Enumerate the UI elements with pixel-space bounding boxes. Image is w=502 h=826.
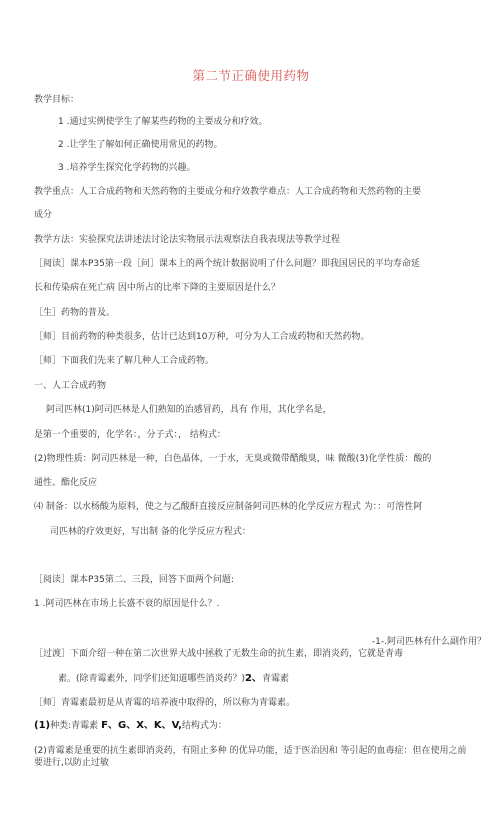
key-points-line: 成分: [34, 210, 53, 220]
key-points-line: 教学重点：人工合成药物和天然药物的主要成分和疗效教学难点：人工合成药物和天然药物的主要: [34, 187, 422, 197]
subsection-number: 2、: [245, 673, 262, 684]
types-letters: F、G、X、K、V,: [101, 720, 182, 731]
student-answer: ［生］药物的普及。: [34, 308, 116, 318]
item-number: (1): [34, 720, 51, 731]
aspirin-line: ⑷ 制备：以水杨酸为原料，使之与乙酸酐直接反应制备阿司匹林的化学反应方程式 为：：可溶性阿: [34, 502, 423, 512]
teacher-remark: ［师］目前药物的种类很多，估计已达到10万种，可分为人工合成药物和天然药物。: [34, 332, 370, 342]
goal-item: 2 .让学生了解如何正确使用常见的药物。: [58, 140, 223, 150]
subsection-title: 青霉素: [262, 674, 290, 684]
methods-line: 教学方法：实验探究法讲述法讨论法实物展示法观察法自我表现法等教学过程: [34, 235, 341, 245]
transition-line: [58, 673, 472, 685]
aspirin-line: 通性、酯化反应: [34, 478, 98, 488]
section-heading: 一、人工合成药物: [34, 381, 107, 391]
question-item: -1-.阿司匹林有什么副作用？: [371, 637, 486, 647]
aspirin-line: 是第一个重要的，化学名：，分子式：， 结构式：: [34, 430, 226, 440]
goals-heading: 教学目标：: [34, 95, 80, 105]
types-label: 种类:青霉素: [50, 721, 99, 731]
aspirin-line: (2)物理性质：阿司匹林是一种，白色晶体，一于水，无臭或微带醋酸臭，味 微酸(3)化学性质：酸的: [34, 454, 432, 464]
goal-item: 3 .培养学生探究化学药物的兴趣。: [58, 163, 196, 173]
transition-text: 素。(除青霉素外，同学们还知道哪些消炎药？): [58, 674, 246, 684]
goal-item: 1 .通过实例使学生了解某些药物的主要成分和疗效。: [58, 117, 268, 127]
transition-line: ［过渡］下面介绍一种在第二次世界大战中拯救了无数生命的抗生素，即消炎药，它就是青毒: [34, 649, 404, 659]
aspirin-line: 阿司匹林(1)阿司匹林是人们熟知的治感冒药，具有 作用，其化学名是，: [46, 405, 332, 415]
page-title: 第二节正确使用药物: [192, 68, 310, 83]
reading-question: ［阅读］课本P35第一段［问］课本上的两个统计数据说明了什么问题？即我国居民的平均寿命延: [34, 259, 420, 269]
reading-prompt: ［阅读］课本P35第二、三段，回答下面两个问题:: [34, 575, 234, 585]
penicillin-types: [34, 720, 472, 732]
aspirin-line: 司匹林的疗效更好，写出制 备的化学反应方程式：: [50, 527, 251, 537]
types-structure: 结构式为：: [181, 721, 227, 731]
question-item: 1 .阿司匹林在市场上长盛不衰的原因是什么？.: [34, 599, 220, 609]
penicillin-usage: (2)青霉素是重要的抗生素即消炎药，有阻止多种 的优异功能，适于医治因和 等引起的血毒症：但在使用之前要进行,以防止过敏: [34, 746, 467, 768]
teacher-remark: ［师］青霉素最初是从青霉的培养液中取得的，所以称为青霉素。: [34, 698, 296, 708]
reading-question: 长和传染病在死亡病 因中所占的比率下降的主要原因是什么？: [34, 283, 280, 293]
teacher-remark: ［师］下面我们先来了解几种人工合成药物。: [34, 356, 215, 366]
